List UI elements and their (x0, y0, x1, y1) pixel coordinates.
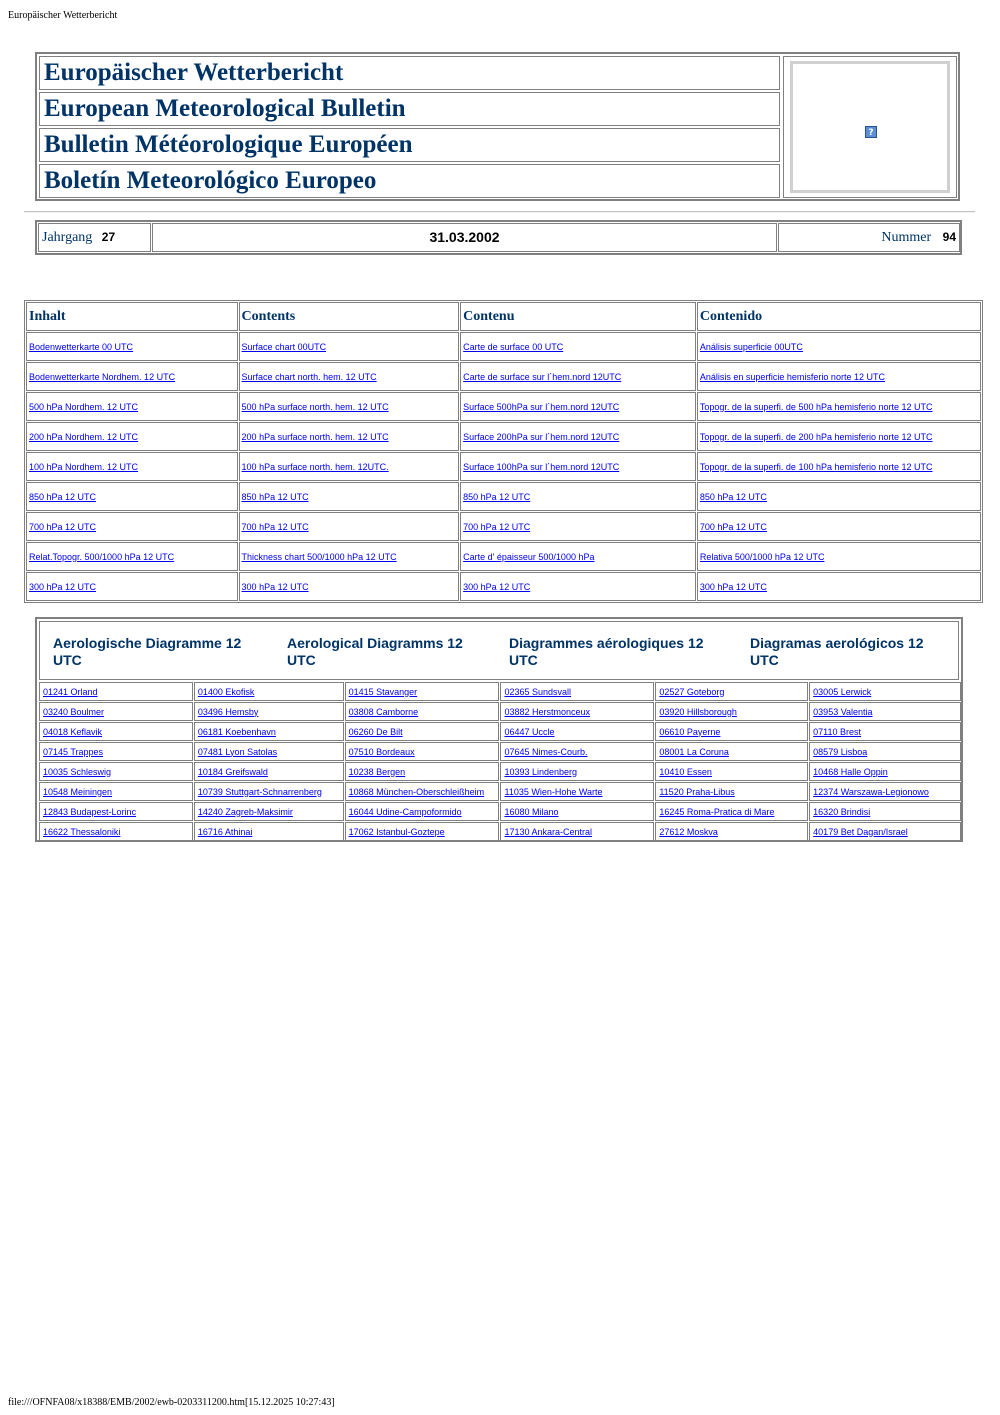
station-link[interactable]: 02527 Goteborg (659, 686, 725, 697)
station-link[interactable]: 11520 Praha-Libus (659, 786, 735, 797)
page-footer: file:///OFNFA08/x18388/EMB/2002/ewb-0203311200.htm[15.12.2025 10:27:43] (8, 1397, 335, 1408)
bulletin-date: 31.03.2002 (429, 229, 500, 245)
title-german: Europäischer Wetterbericht (39, 56, 780, 90)
contents-header-fr: Contenu (460, 302, 696, 331)
nummer-label: Nummer (881, 230, 932, 245)
logo-cell (783, 56, 957, 198)
station-link[interactable]: 17130 Ankara-Central (504, 826, 593, 837)
station-link[interactable]: 14240 Zagreb-Maksimir (197, 806, 293, 817)
station-link[interactable]: 01415 Stavanger (348, 686, 418, 697)
station-link[interactable]: 10548 Meiningen (43, 786, 113, 797)
contents-link[interactable]: Carte de surface 00 UTC (463, 341, 564, 352)
contents-link[interactable]: Carte d' épaisseur 500/1000 hPa (463, 551, 595, 562)
jahrgang-cell (38, 223, 151, 252)
table-row (39, 822, 961, 841)
contents-link[interactable]: 100 hPa Nordhem. 12 UTC (29, 461, 139, 472)
table-row (39, 802, 961, 821)
table-row (26, 572, 981, 601)
station-link[interactable]: 27612 Moskva (659, 826, 718, 837)
contents-link[interactable]: 850 hPa 12 UTC (699, 491, 767, 502)
station-link[interactable]: 03920 Hillsborough (659, 706, 737, 717)
nummer-cell (778, 223, 960, 252)
contents-link[interactable]: 850 hPa 12 UTC (463, 491, 531, 502)
contents-link[interactable]: 700 hPa 12 UTC (699, 521, 767, 532)
aero-header-es: Diagramas aerológicos 12 UTC (750, 635, 924, 668)
station-link[interactable]: 01400 Ekofisk (197, 686, 255, 697)
aerological-stations-table (38, 681, 962, 842)
station-link[interactable]: 10868 München-Oberschleißheim (348, 786, 485, 797)
contents-header-es: Contenido (697, 302, 981, 331)
contents-link[interactable]: 850 hPa 12 UTC (29, 491, 97, 502)
contents-link[interactable]: 700 hPa 12 UTC (463, 521, 531, 532)
contents-link[interactable]: Topogr. de la superfi. de 200 hPa hemisferio norte 12 UTC (699, 431, 933, 442)
contents-link[interactable]: Análisis superficie 00UTC (699, 341, 803, 352)
station-link[interactable]: 10468 Halle Oppin (813, 766, 888, 777)
table-row (39, 682, 961, 701)
table-row (26, 482, 981, 511)
station-link[interactable]: 10184 Greifswald (197, 766, 268, 777)
station-link[interactable]: 16080 Milano (504, 806, 559, 817)
station-link[interactable]: 17062 Istanbul-Goztepe (348, 826, 445, 837)
contents-link[interactable]: Bodenwetterkarte 00 UTC (29, 341, 134, 352)
contents-link[interactable]: 500 hPa surface north. hem. 12 UTC (241, 401, 389, 412)
contents-link[interactable]: 300 hPa 12 UTC (463, 581, 531, 592)
station-link[interactable]: 03953 Valentia (813, 706, 873, 717)
station-link[interactable]: 12843 Budapest-Lorinc (43, 806, 137, 817)
contents-link[interactable]: Thickness chart 500/1000 hPa 12 UTC (241, 551, 397, 562)
station-link[interactable]: 06181 Koebenhavn (197, 726, 276, 737)
station-link[interactable]: 01241 Orland (43, 686, 98, 697)
table-row (39, 722, 961, 741)
station-link[interactable]: 16716 Athinai (197, 826, 253, 837)
table-row (26, 452, 981, 481)
station-link[interactable]: 02365 Sundsvall (504, 686, 572, 697)
station-link[interactable]: 06610 Payerne (659, 726, 721, 737)
station-link[interactable]: 03240 Boulmer (43, 706, 105, 717)
contents-link[interactable]: Surface 100hPa sur l´hem.nord 12UTC (463, 461, 620, 472)
info-bar (35, 220, 962, 255)
station-link[interactable]: 10410 Essen (659, 766, 712, 777)
station-link[interactable]: 12374 Warszawa-Legionowo (813, 786, 929, 797)
contents-link[interactable]: Surface chart 00UTC (241, 341, 327, 352)
contents-link[interactable]: 850 hPa 12 UTC (241, 491, 309, 502)
title-block (35, 52, 960, 201)
station-link[interactable]: 07645 Nimes-Courb. (504, 746, 588, 757)
station-link[interactable]: 16245 Roma-Pratica di Mare (659, 806, 775, 817)
station-link[interactable]: 06447 Uccle (504, 726, 555, 737)
table-row (39, 762, 961, 781)
title-english: European Meteorological Bulletin (39, 92, 780, 126)
aero-header-fr: Diagrammes aérologiques 12 UTC (509, 635, 704, 668)
station-link[interactable]: 16044 Udine-Campoformido (348, 806, 462, 817)
station-link[interactable]: 03808 Camborne (348, 706, 419, 717)
contents-link[interactable]: Surface 500hPa sur l´hem.nord 12UTC (463, 401, 620, 412)
title-french: Bulletin Météorologique Européen (39, 128, 780, 162)
station-link[interactable]: 10393 Lindenberg (504, 766, 578, 777)
aero-header-en: Aerological Diagramms 12 UTC (287, 635, 463, 668)
contents-link[interactable]: Bodenwetterkarte Nordhem. 12 UTC (29, 371, 176, 382)
station-link[interactable]: 40179 Bet Dagan/Israel (813, 826, 908, 837)
station-link[interactable]: 10035 Schleswig (43, 766, 112, 777)
contents-link[interactable]: 500 hPa Nordhem. 12 UTC (29, 401, 139, 412)
station-link[interactable]: 07510 Bordeaux (348, 746, 415, 757)
nummer-value: 94 (942, 230, 956, 244)
station-link[interactable]: 03005 Lerwick (813, 686, 872, 697)
contents-link[interactable]: 700 hPa 12 UTC (29, 521, 97, 532)
contents-link[interactable]: 300 hPa 12 UTC (29, 581, 97, 592)
aerological-block (35, 617, 963, 842)
station-link[interactable]: 10739 Stuttgart-Schnarrenberg (197, 786, 322, 797)
aero-header-de: Aerologische Diagramme 12 UTC (53, 635, 242, 668)
contents-link[interactable]: 200 hPa Nordhem. 12 UTC (29, 431, 139, 442)
title-spanish: Boletín Meteorológico Europeo (39, 164, 780, 198)
contents-link[interactable]: 700 hPa 12 UTC (241, 521, 309, 532)
contents-link[interactable]: 100 hPa surface north. hem. 12UTC. (241, 461, 389, 472)
station-link[interactable]: 04018 Keflavik (43, 726, 103, 737)
broken-image-icon: ? (865, 126, 877, 138)
page-header: Europäischer Wetterbericht (8, 10, 118, 21)
station-link[interactable]: 10238 Bergen (348, 766, 406, 777)
contents-link[interactable]: 200 hPa surface north. hem. 12 UTC (241, 431, 389, 442)
table-row (26, 362, 981, 391)
table-row (26, 512, 981, 541)
table-row (39, 742, 961, 761)
contents-table (24, 300, 983, 603)
station-link[interactable]: 11035 Wien-Hohe Warte (504, 786, 603, 797)
station-link[interactable]: 16320 Brindisi (813, 806, 871, 817)
date-cell (152, 223, 777, 252)
station-link[interactable]: 08001 La Coruna (659, 746, 729, 757)
station-link[interactable]: 16622 Thessaloniki (43, 826, 121, 837)
aerological-header (39, 621, 959, 680)
contents-link[interactable]: Topogr. de la superfi. de 100 hPa hemisferio norte 12 UTC (699, 461, 933, 472)
contents-link[interactable]: Topogr. de la superfi. de 500 hPa hemisferio norte 12 UTC (699, 401, 933, 412)
contents-link[interactable]: Surface chart north. hem. 12 UTC (241, 371, 377, 382)
table-row (26, 422, 981, 451)
table-row (26, 392, 981, 421)
contents-header-row (26, 302, 981, 331)
table-row (39, 782, 961, 801)
jahrgang-label: Jahrgang (42, 230, 93, 245)
station-link[interactable]: 03882 Herstmonceux (504, 706, 591, 717)
station-link[interactable]: 03496 Hemsby (197, 706, 259, 717)
table-row (39, 702, 961, 721)
logo-frame (790, 61, 950, 193)
station-link[interactable]: 07145 Trappes (43, 746, 104, 757)
contents-link[interactable]: Surface 200hPa sur l´hem.nord 12UTC (463, 431, 620, 442)
contents-link[interactable]: Relat.Topogr. 500/1000 hPa 12 UTC (29, 551, 175, 562)
contents-link[interactable]: Carte de surface sur l´hem.nord 12UTC (463, 371, 622, 382)
contents-link[interactable]: Relativa 500/1000 hPa 12 UTC (699, 551, 825, 562)
jahrgang-value: 27 (101, 230, 116, 244)
station-link[interactable]: 07110 Brest (813, 726, 862, 737)
contents-header-de: Inhalt (26, 302, 238, 331)
contents-link[interactable]: Análisis en superficie hemisferio norte 12 UTC (699, 371, 885, 382)
station-link[interactable]: 08579 Lisboa (813, 746, 868, 757)
divider (24, 211, 975, 213)
table-row (26, 332, 981, 361)
station-link[interactable]: 06260 De Bilt (348, 726, 403, 737)
contents-link[interactable]: 300 hPa 12 UTC (241, 581, 309, 592)
table-row (26, 542, 981, 571)
contents-header-en: Contents (239, 302, 460, 331)
contents-link[interactable]: 300 hPa 12 UTC (699, 581, 767, 592)
station-link[interactable]: 07481 Lyon Satolas (197, 746, 278, 757)
